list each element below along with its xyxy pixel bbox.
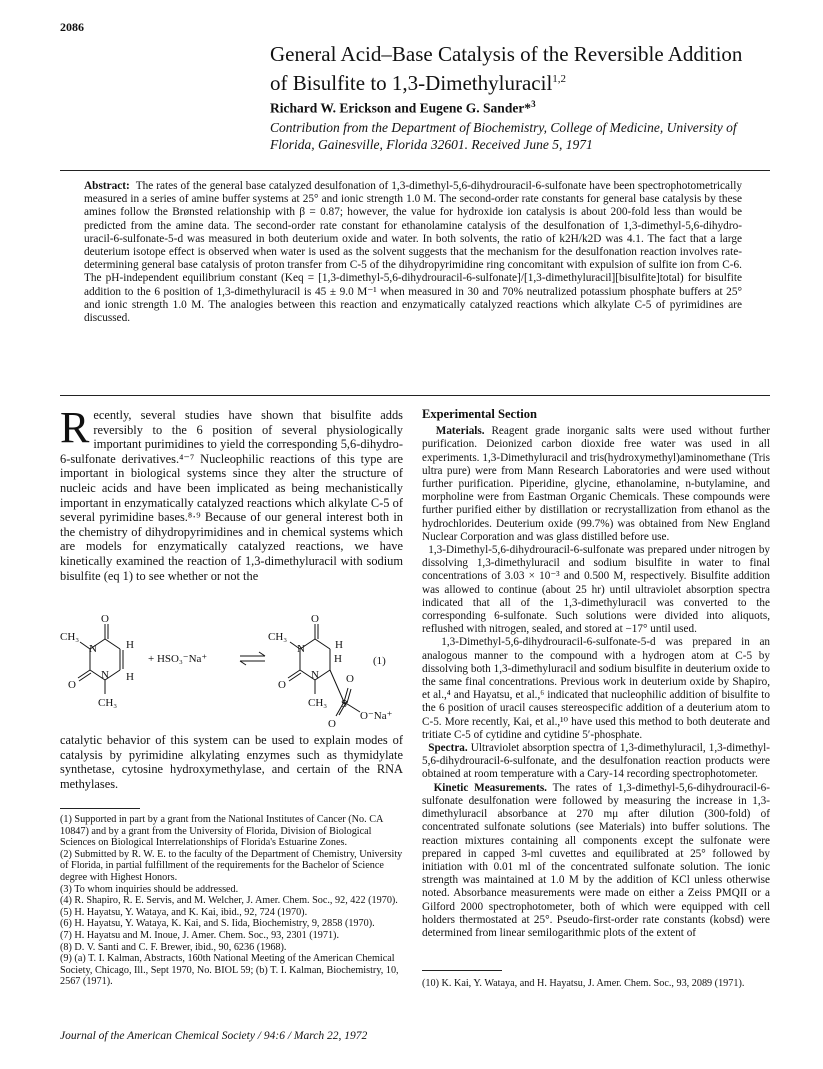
label-o-right-2: O [278,679,286,691]
footnote: (5) H. Hayatsu, Y. Wataya, and K. Kai, ibid., 92, 724 (1970). [60,906,308,918]
kinetic-text: The rates of 1,3-dimethyl-5,6-dihydrouracil-6-sulfonate desulfonation were followed by measuring the increase in 1,3-dimethyluracil absorbance at 270 mμ after dilution (300-fold) of concentrated sulfonate solutions (see Materials) into buffer solutions. The reaction mixtures containing all components except the sulfonate were prepared in capped 3-ml cuvettes and equilibrated at 25° followed by initiation with 0.01 ml of the concentrated sulfonate solution. The ionic strength was maintained at 1.0 M by the addition of KCl unless otherwise noted. Absorbance measurements were made on either a Zeiss PMQII or a Gilford 2000 spectrophotometer, both of which were equipped with cell holders thermostated at 25°. Pseudo-first-order rate constants (kobsd) were determined from linear semilogarithmic plots of the extent of [422,781,770,939]
authors [270,99,536,117]
footnote: (8) D. V. Santi and C. F. Brewer, ibid., 90, 6236 (1968). [60,941,287,953]
kinetic-label: Kinetic Measurements. [433,781,547,794]
label-n-left-1: N [89,643,97,655]
footnotes-left [60,814,403,988]
label-n-right-1: N [297,643,305,655]
label-o-top-right: O [311,613,319,625]
intro-text: ecently, several studies have shown that bisulfite adds reversibly to the 6 position of several physiologically important purimidines to yield the corresponding 5,6-dihydro-6-sulfonate derivatives.⁴⁻⁷ Nucleophilic reactions of this type are important in biological systems since they alter the structure of nucleic acids and have been implicated as being mechanistically important in enzymatically catalyzed reactions which alkylate C-5 of several pyrimidine bases.⁸·⁹ Because of our general interest both in the chemistry of dihydropyrimidines and in chemical systems which are models for enzymatically catalyzed reactions, we have kinetically examined the reaction of 1,3-dimethyluracil with sodium bisulfite (eq 1) to see whether or not the [60,408,403,583]
abstract [84,180,742,325]
footnote: (2) Submitted by R. W. E. to the faculty of the Department of Chemistry, University of Florida, in partial fulfillment of the requirements for the Bachelor of Science degree with Highest Honors. [60,848,403,883]
footnote-10: (10) K. Kai, Y. Wataya, and H. Hayatsu, J. Amer. Chem. Soc., 93, 2089 (1971). [422,978,745,989]
label-o-left-2: O [68,679,76,691]
spectra-label: Spectra. [428,742,468,755]
spectra-text: Ultraviolet absorption spectra of 1,3-dimethyluracil, 1,3-dimethyl-5,6-dihydrouracil-6-sulfonate, and the desulfonation reaction products were obtained at room temperature with a Cary-14 recording spectrophotometer. [422,742,770,781]
label-ch3-left-1: CH₃ [60,631,80,643]
abstract-label: Abstract: [84,180,130,192]
label-o-sulfonate-bottom: O [328,718,336,730]
label-h-right-1: H [335,639,343,651]
title-text: General Acid–Base Catalysis of the Reversible Addition of Bisulfite to 1,3-Dimethyluracil [270,42,743,95]
affiliation: Contribution from the Department of Biochemistry, College of Medicine, University of Florida, Gainesville, Florida 32601. Received June 5, 1971 [270,120,737,152]
authors-text: Richard W. Erickson and Eugene G. Sander* [270,100,532,116]
abstract-text: The rates of the general base catalyzed desulfonation of 1,3-dimethyl-5,6-dihydrouracil-6-sulfonate have been spectrophotometrically measured in a series of amine buffer systems at 25° and ionic strength 1.0 M. The second-order rate constants for general base catalysis by these amines follow the Brønsted relationship with β = 0.87; however, the value for hydroxide ion catalysis is about 200-fold less than would be predicted from the amine data. The second-order rate constant for ethanolamine catalysis of the desulfonation of 1,3-dimethyl-5,6-dihydro-uracil-6-sulfonate-5-d was measured in both deuterium oxide and water. In both solvents, the ratio of k2H/k2D was 4.1. The fact that a large deuterium isotope effect is observed when water is used as the solvent suggests that the mechanism for the desulfonation reaction involves rate-determining general base catalysis of proton transfer from C-5 of the dihydropyrimidine ring concomitant with expulsion of sulfite ion from C-6. The pH-independent equilibrium constant (Keq = [1,3-dimethyl-5,6-dihydrouracil-6-sulfonate]/[1,3-dimethyluracil][bisulfite]total) for bisulfite addition to the 6 position of 1,3-dimethyluracil is 45 ± 9.0 M⁻¹ when measured in 30 and 70% neutralized potassium phosphate buffers at 25° and ionic strength 1.0 M. The analogies between this reaction and enzymatically catalyzed reactions which alkylate C-5 of pyrimidines are discussed. [84,180,742,325]
article-title [270,42,750,96]
prep-paragraph-2 [422,636,770,742]
abstract-bottom-rule [60,395,770,396]
intro-continuation: catalytic behavior of this system can be used to explain modes of catalysis by pyrimidine alkylating enzymes such as thymidylate synthetase, cytosine hydroxymethylase, and certain of the RNA methylases. [60,733,403,791]
label-ch3-left-2: CH₃ [98,697,118,709]
intro-paragraph [60,403,403,583]
prep1-text: 1,3-Dimethyl-5,6-dihydrouracil-6-sulfonate was prepared under nitrogen by dissolving 1,3-dimethyluracil and sodium bisulfite in water to final concentrations of 3.03 × 10⁻³ and 0.500 M, respectively. Bisulfite addition was allowed to continue (about 25 hr) until ultraviolet absorption spectra indicated that all of the 1,3-dimethyluracil was converted to the corresponding 6-sulfonate. Such solutions were divided into aliquots, reflushed with nitrogen, sealed, and stored at −17° until used. [422,544,771,636]
footnote-rule-right [422,970,502,971]
footnote: (9) (a) T. I. Kalman, Abstracts, 160th National Meeting of the American Chemical Society, Chicago, Ill., Sept 1970, No. BIOL 59; (b) T. I. Kalman, Biochemistry, 10, 2567 (1971). [60,953,399,988]
journal-footer: Journal of the American Chemical Society / 94:6 / March 22, 1972 [60,1030,368,1042]
footnote: (1) Supported in part by a grant from the National Institutes of Cancer (No. CA 10847) and by a grant from the University of Florida, Division of Biological Sciences on Biological Interrelationships of Florida's Estuarine Zones. [60,814,383,849]
prep-paragraph-1 [422,544,770,636]
drop-cap: R [60,403,90,452]
label-s: S [341,698,348,710]
materials-text: Reagent grade inorganic salts were used without further purification. Deionized carbon dioxide free water was used in all experiments. 1,3-Dimethyluracil and tris(hydroxymethyl)aminomethane (Tris ultra pure) were from Mann Research Laboratories and were used without further purification. Piperidine, glycine, ethanolamine, n-butylamine, and morpholine were from Eastman Organic Chemicals. These compounds were further purified either by distillation or recrystallization from ethanol as the hydrochlorides. Deuterium oxide (99.7%) was obtained from New England Nuclear Corporation and was glass distilled before use. [422,425,770,543]
label-o-sulfonate-top: O [346,673,354,685]
materials-label: Materials. [435,425,485,438]
authors-superscript: 3 [531,99,536,109]
abstract-top-rule [60,170,770,171]
footnote-rule [60,808,140,809]
materials-paragraph [422,425,770,544]
footnote: (7) H. Hayatsu and M. Inoue, J. Amer. Chem. Soc., 93, 2301 (1971). [60,929,339,941]
footnote: (4) R. Shapiro, R. E. Servis, and M. Welcher, J. Amer. Chem. Soc., 92, 422 (1970). [60,895,398,907]
title-superscript: 1,2 [552,73,567,85]
section-heading: Experimental Section [422,407,537,421]
page-number: 2086 [60,20,84,34]
equation-1-scheme [60,612,403,730]
label-ch3-right-2: CH₃ [308,697,328,709]
spectra-paragraph [422,742,770,782]
label-h-left-2: H [126,671,134,683]
label-h-left-1: H [126,639,134,651]
equation-number: (1) [373,655,386,667]
label-h-right-2: H [334,653,342,665]
reagent-bisulfite: + HSO₃⁻Na⁺ [148,653,208,665]
label-ch3-right-1: CH₃ [268,631,288,643]
label-n-left-2: N [101,669,109,681]
footnote: (3) To whom inquiries should be addressed. [60,883,239,895]
kinetic-paragraph [422,782,770,940]
label-o-top-left: O [101,613,109,625]
prep2-text: 1,3-Dimethyl-5,6-dihydrouracil-6-sulfonate-5-d was prepared in an analogous manner to the compound with a hydrogen atom at C-5 by dissolving both 1,3-dimethyluracil and sodium bisulfite in deuterium oxide to the same final concentrations. Previous work in deuterium oxide by Shapiro, et al.,⁴ and Hayatsu, et al.,⁶ indicated that nucleophilic addition of bisulfite to the 6 position of uracil causes stereospecific addition of a deuterium atom to C-5. More recently, Kai, et al.,¹⁰ have used this method to both deuterate and tritiate C-5 of cytidine and cytidine 5′-phosphate. [422,636,770,741]
label-ominus-na: O⁻Na⁺ [360,710,393,722]
experimental-section [422,408,770,940]
label-n-right-2: N [311,669,319,681]
footnote: (6) H. Hayatsu, Y. Wataya, K. Kai, and S. Iida, Biochemistry, 9, 2858 (1970). [60,918,375,930]
